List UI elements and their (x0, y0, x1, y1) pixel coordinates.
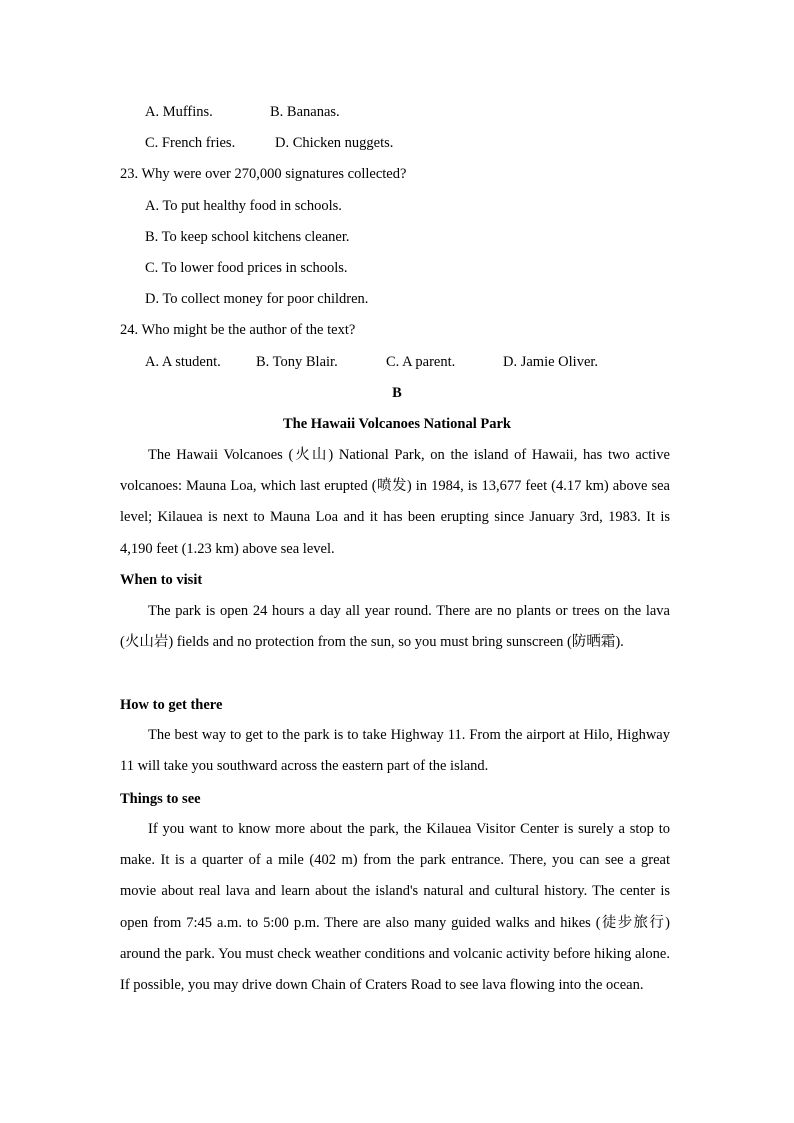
q23-option-a: A. To put healthy food in schools. (145, 198, 342, 214)
q22-option-a: A. Muffins. (145, 104, 213, 120)
q24-option-a: A. A student. (145, 354, 221, 370)
when-to-visit-heading: When to visit (120, 572, 203, 588)
q23-option-b: B. To keep school kitchens cleaner. (145, 229, 350, 245)
when-to-visit-paragraph: The park is open 24 hours a day all year round. There are no plants or trees on the lava (火山岩) fields and no protection from the sun, so you must bring sunscreen (防晒霜). (120, 603, 670, 651)
how-to-get-there-heading: How to get there (120, 697, 223, 713)
q24-option-c: C. A parent. (386, 354, 456, 370)
how-to-get-there-paragraph: The best way to get to the park is to take Highway 11. From the airport at Hilo, Highway 11 will take you southward across the eastern part of the island. (120, 727, 670, 775)
passage-title: The Hawaii Volcanoes National Park (283, 416, 511, 432)
q23-stem: 23. Why were over 270,000 signatures collected? (120, 166, 407, 182)
q23-option-c: C. To lower food prices in schools. (145, 260, 348, 276)
things-to-see-heading: Things to see (120, 791, 201, 807)
q22-option-b: B. Bananas. (270, 104, 340, 120)
q24-stem: 24. Who might be the author of the text? (120, 322, 356, 338)
intro-paragraph: The Hawaii Volcanoes (火山) National Park, on the island of Hawaii, has two active volcanoes: Mauna Loa, which last erupted (喷发) in 1984, is 13,677 feet (4.17 km) above sea level; Kilauea is next to Mauna Loa and it has been erupting since January 3rd, 1983. It is 4,190 feet (1.23 km) above sea level. (120, 447, 670, 557)
q24-option-b: B. Tony Blair. (256, 354, 338, 370)
q24-option-d: D. Jamie Oliver. (503, 354, 599, 370)
things-to-see-paragraph: If you want to know more about the park, the Kilauea Visitor Center is surely a stop to make. It is a quarter of a mile (402 m) from the park entrance. There, you can see a great movie about real lava and learn about the island's natural and cultural history. The center is open from 7:45 a.m. to 5:00 p.m. There are also many guided walks and hikes (徒步旅行) around the park. You must check weather conditions and volcanic activity before hiking alone. If possible, you may drive down Chain of Craters Road to see lava flowing into the ocean. (120, 821, 670, 994)
q23-option-d: D. To collect money for poor children. (145, 291, 369, 307)
q22-option-c: C. French fries. (145, 135, 236, 151)
section-letter: B (392, 385, 402, 401)
q22-option-d: D. Chicken nuggets. (275, 135, 394, 151)
